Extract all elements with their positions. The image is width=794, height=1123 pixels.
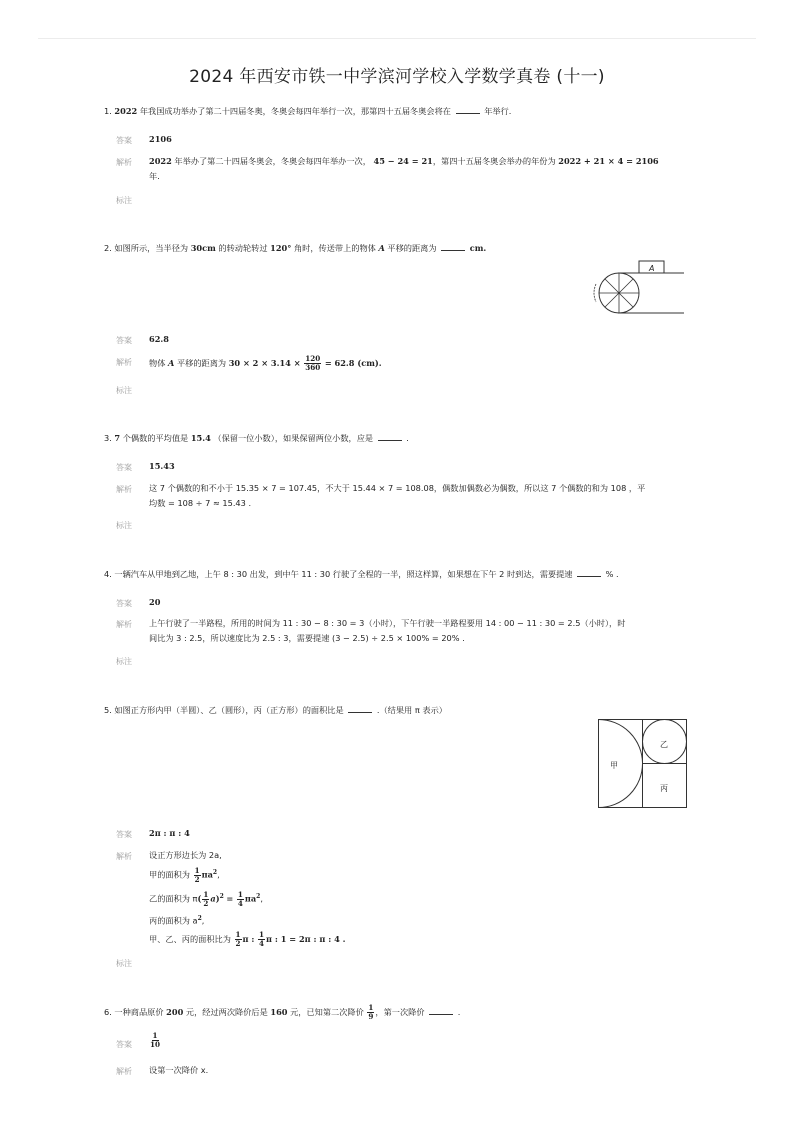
analysis-label: 解析 <box>116 1067 132 1076</box>
question-3: 3. 7 个偶数的平均值是 15.4 （保留一位小数），如果保留两位小数，应是 . <box>104 433 409 443</box>
analysis-line-1: 设正方形边长为 2a, <box>149 850 222 860</box>
answer-label: 答案 <box>116 599 132 608</box>
answer-blank <box>456 105 480 114</box>
analysis-line-2: 甲的面积为 $\frac{1}{2}$ $\pi a^2$, <box>149 865 220 884</box>
question-6: 6. 一种商品原价 200 元，经过两次降价后是 160 元，已知第二次降价 $\frac{1}{9}$ ，第一次降价 . <box>104 1003 461 1021</box>
note-label: 标注 <box>116 657 132 666</box>
analysis-line-5: 甲、乙、丙的面积比为 $\frac{1}{2}$ π : $\frac{1}{4}$ π : 1 = 2π : π : 4 . <box>149 930 346 948</box>
question-2: 2. 如图所示，当半径为 30cm 的转动轮转过 120° 角时，传送带上的物体 A 平移的距离为 cm. <box>104 243 487 253</box>
analysis-text-cont: 年. <box>149 171 160 181</box>
analysis-label: 解析 <box>116 358 132 367</box>
answer-value: 15.43 <box>149 461 175 471</box>
analysis-label: 解析 <box>116 620 132 629</box>
answer-value: $\frac{1}{10}$ <box>150 1031 161 1049</box>
answer-blank <box>348 704 372 713</box>
answer-blank <box>441 242 465 251</box>
label-jia: 甲 <box>610 761 618 770</box>
top-divider <box>38 38 756 39</box>
analysis-text: 2022 年举办了第二十四届冬奥会，冬奥会每四年举办一次， 45 − 24 = 21，第四十五届冬奥会举办的年份为 2022 + 21 × 4 = 2106 <box>149 156 659 166</box>
analysis-text-cont: 均数 = 108 ÷ 7 ≈ 15.43 . <box>149 498 252 508</box>
answer-label: 答案 <box>116 830 132 839</box>
label-bing: 丙 <box>660 784 668 793</box>
answer-blank <box>378 432 402 441</box>
answer-blank <box>577 568 601 577</box>
analysis-label: 解析 <box>116 852 132 861</box>
question-1: 1. 2022 年我国成功举办了第二十四届冬奥，冬奥会每四年举行一次，那第四十五届冬奥会将在 年举行. <box>104 106 512 116</box>
conveyor-wheel-figure <box>590 258 686 318</box>
question-4: 4. 一辆汽车从甲地到乙地，上午 8 : 30 出发，到中午 11 : 30 行驶了全程的一半，照这样算，如果想在下午 2 时到达，需要提速 % . <box>104 569 619 579</box>
note-label: 标注 <box>116 521 132 530</box>
analysis-text: 上午行驶了一半路程，所用的时间为 11 : 30 − 8 : 30 = 3（小时），下午行驶一半路程要用 14 : 00 − 11 : 30 = 2.5（小时），时 <box>149 618 626 628</box>
figure-label-a: A <box>649 264 655 273</box>
analysis-label: 解析 <box>116 158 132 167</box>
answer-label: 答案 <box>116 136 132 145</box>
question-5: 5. 如图正方形内甲（半圆）、乙（圆形），丙（正方形）的面积比是 .（结果用 π 表示） <box>104 705 447 715</box>
answer-label: 答案 <box>116 1040 132 1049</box>
analysis-label: 解析 <box>116 485 132 494</box>
analysis-text: 这 7 个偶数的和不小于 15.35 × 7 = 107.45，不大于 15.44 × 7 = 108.08，偶数加偶数必为偶数，所以这 7 个偶数的和为 108 ，平 <box>149 483 646 493</box>
analysis-line-4: 丙的面积为 $a^2$, <box>149 915 205 926</box>
note-label: 标注 <box>116 196 132 205</box>
answer-value: 62.8 <box>149 334 169 344</box>
square-shapes-figure <box>598 719 688 809</box>
note-label: 标注 <box>116 959 132 968</box>
answer-label: 答案 <box>116 463 132 472</box>
analysis-text: 设第一次降价 x. <box>149 1065 209 1075</box>
answer-label: 答案 <box>116 336 132 345</box>
analysis-text-cont: 间比为 3 : 2.5，所以速度比为 2.5 : 3，需要提速 (3 − 2.5) ÷ 2.5 × 100% = 20% . <box>149 633 465 643</box>
answer-value: 20 <box>149 597 161 607</box>
label-yi: 乙 <box>660 740 668 749</box>
analysis-line-3: 乙的面积为 π( $\frac{1}{2}$ a)$^2$ = $\frac{1}{4}$ $\pi a^2$, <box>149 889 263 908</box>
analysis-text: 物体 A 平移的距离为 30 × 2 × 3.14 × $\frac{120}{360}$ = 62.8 (cm). <box>149 354 382 372</box>
answer-value: 2π : π : 4 <box>149 828 190 838</box>
note-label: 标注 <box>116 386 132 395</box>
page-title: 2024 年西安市铁一中学滨河学校入学数学真卷 (十一) <box>189 67 605 87</box>
answer-blank <box>429 1006 453 1015</box>
answer-value: 2106 <box>149 134 172 144</box>
